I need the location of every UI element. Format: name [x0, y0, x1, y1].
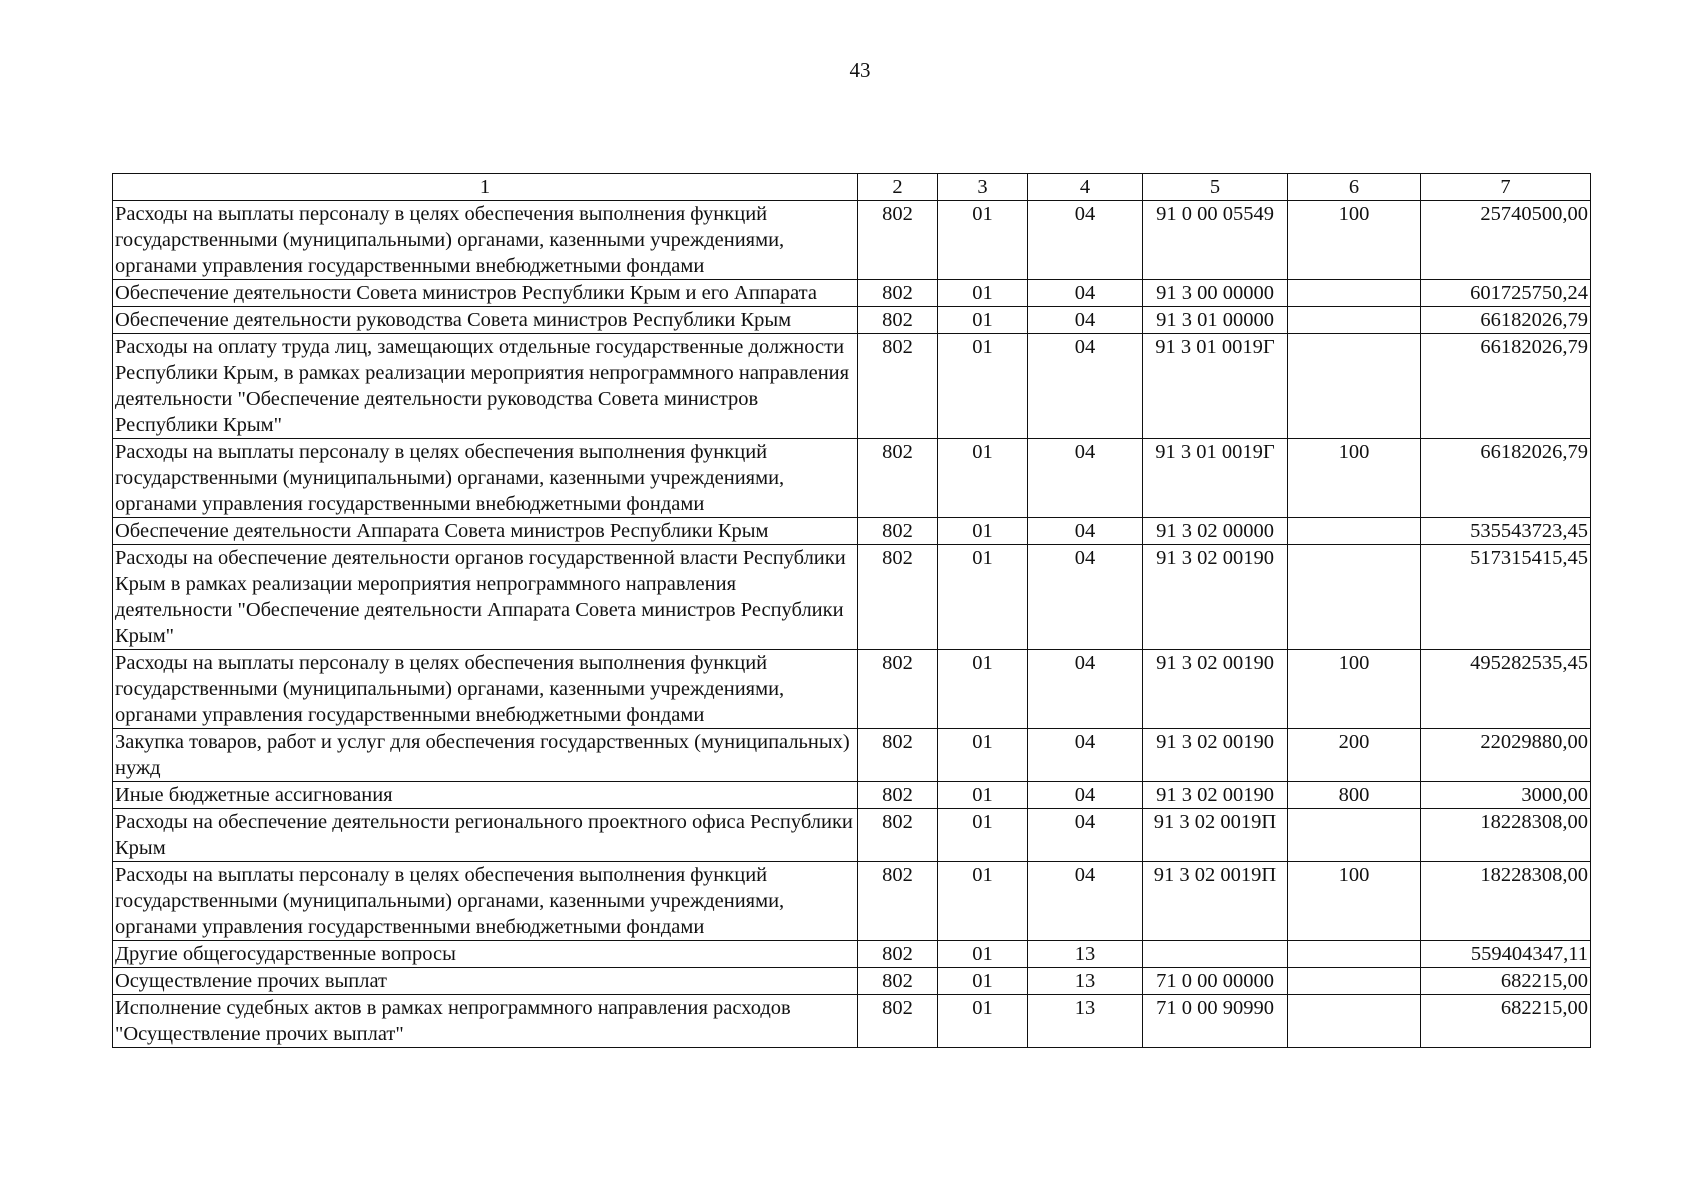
target-article-cell: 91 3 02 0019П: [1143, 809, 1288, 862]
expense-name-cell: Другие общегосударственные вопросы: [113, 941, 858, 968]
column-header: 4: [1028, 174, 1143, 201]
section-code-cell: 01: [938, 334, 1028, 439]
column-header: 2: [858, 174, 938, 201]
ministry-code-cell: 802: [858, 545, 938, 650]
table-row: [113, 650, 1591, 729]
table-body: [113, 201, 1591, 1048]
expense-type-cell: [1288, 518, 1421, 545]
ministry-code-cell: 802: [858, 518, 938, 545]
expense-name-cell: Расходы на выплаты персоналу в целях обеспечения выполнения функций государственными (муниципальными) органами, казенными учреждениями, органами управления государственными внебюджетными фондами: [113, 650, 858, 729]
table-row: [113, 518, 1591, 545]
section-code-cell: 01: [938, 968, 1028, 995]
subsection-code-cell: 04: [1028, 518, 1143, 545]
amount-cell: 25740500,00: [1421, 201, 1591, 280]
section-code-cell: 01: [938, 862, 1028, 941]
ministry-code-cell: 802: [858, 307, 938, 334]
expense-type-cell: [1288, 545, 1421, 650]
target-article-cell: 91 3 01 0019Г: [1143, 439, 1288, 518]
target-article-cell: 91 0 00 05549: [1143, 201, 1288, 280]
amount-cell: 495282535,45: [1421, 650, 1591, 729]
section-code-cell: 01: [938, 995, 1028, 1048]
section-code-cell: 01: [938, 307, 1028, 334]
amount-cell: 18228308,00: [1421, 809, 1591, 862]
header-row: [113, 174, 1591, 201]
expense-type-cell: 100: [1288, 439, 1421, 518]
page-number: 43: [849, 58, 871, 82]
section-code-cell: 01: [938, 729, 1028, 782]
amount-cell: 66182026,79: [1421, 307, 1591, 334]
target-article-cell: 71 0 00 00000: [1143, 968, 1288, 995]
ministry-code-cell: 802: [858, 650, 938, 729]
table-row: [113, 545, 1591, 650]
column-header: 5: [1143, 174, 1288, 201]
subsection-code-cell: 13: [1028, 995, 1143, 1048]
ministry-code-cell: 802: [858, 862, 938, 941]
subsection-code-cell: 04: [1028, 201, 1143, 280]
expense-type-cell: [1288, 809, 1421, 862]
expense-type-cell: [1288, 307, 1421, 334]
section-code-cell: 01: [938, 782, 1028, 809]
target-article-cell: 91 3 02 00190: [1143, 782, 1288, 809]
table-row: [113, 968, 1591, 995]
amount-cell: 559404347,11: [1421, 941, 1591, 968]
column-header: 3: [938, 174, 1028, 201]
expense-name-cell: Расходы на обеспечение деятельности регионального проектного офиса Республики Крым: [113, 809, 858, 862]
target-article-cell: 91 3 02 00190: [1143, 650, 1288, 729]
target-article-cell: 91 3 00 00000: [1143, 280, 1288, 307]
subsection-code-cell: 04: [1028, 439, 1143, 518]
table-row: [113, 729, 1591, 782]
ministry-code-cell: 802: [858, 809, 938, 862]
subsection-code-cell: 04: [1028, 307, 1143, 334]
amount-cell: 66182026,79: [1421, 334, 1591, 439]
amount-cell: 22029880,00: [1421, 729, 1591, 782]
expense-name-cell: Иные бюджетные ассигнования: [113, 782, 858, 809]
column-header: 1: [113, 174, 858, 201]
section-code-cell: 01: [938, 518, 1028, 545]
expense-type-cell: [1288, 941, 1421, 968]
section-code-cell: 01: [938, 201, 1028, 280]
target-article-cell: 91 3 01 00000: [1143, 307, 1288, 334]
expense-name-cell: Расходы на оплату труда лиц, замещающих отдельные государственные должности Республики Крым, в рамках реализации мероприятия непрограммного направления деятельности "Обеспечение деятельности руководства Совета министров Республики Крым": [113, 334, 858, 439]
subsection-code-cell: 04: [1028, 782, 1143, 809]
amount-cell: 601725750,24: [1421, 280, 1591, 307]
expense-name-cell: Расходы на выплаты персоналу в целях обеспечения выполнения функций государственными (муниципальными) органами, казенными учреждениями, органами управления государственными внебюджетными фондами: [113, 201, 858, 280]
subsection-code-cell: 04: [1028, 545, 1143, 650]
expense-name-cell: Расходы на обеспечение деятельности органов государственной власти Республики Крым в рамках реализации мероприятия непрограммного направления деятельности "Обеспечение деятельности Аппарата Совета министров Республики Крым": [113, 545, 858, 650]
expense-type-cell: 100: [1288, 201, 1421, 280]
target-article-cell: 91 3 02 00190: [1143, 729, 1288, 782]
ministry-code-cell: 802: [858, 782, 938, 809]
amount-cell: 682215,00: [1421, 968, 1591, 995]
expense-name-cell: Расходы на выплаты персоналу в целях обеспечения выполнения функций государственными (муниципальными) органами, казенными учреждениями, органами управления государственными внебюджетными фондами: [113, 862, 858, 941]
subsection-code-cell: 04: [1028, 334, 1143, 439]
expense-type-cell: 200: [1288, 729, 1421, 782]
table-row: [113, 809, 1591, 862]
section-code-cell: 01: [938, 941, 1028, 968]
amount-cell: 682215,00: [1421, 995, 1591, 1048]
target-article-cell: 71 0 00 90990: [1143, 995, 1288, 1048]
expense-name-cell: Исполнение судебных актов в рамках непрограммного направления расходов "Осуществление прочих выплат": [113, 995, 858, 1048]
expense-type-cell: 100: [1288, 862, 1421, 941]
amount-cell: 3000,00: [1421, 782, 1591, 809]
table-row: [113, 334, 1591, 439]
section-code-cell: 01: [938, 439, 1028, 518]
ministry-code-cell: 802: [858, 941, 938, 968]
subsection-code-cell: 13: [1028, 968, 1143, 995]
target-article-cell: 91 3 02 00000: [1143, 518, 1288, 545]
section-code-cell: 01: [938, 809, 1028, 862]
table-row: [113, 941, 1591, 968]
ministry-code-cell: 802: [858, 201, 938, 280]
expense-name-cell: Осуществление прочих выплат: [113, 968, 858, 995]
ministry-code-cell: 802: [858, 968, 938, 995]
subsection-code-cell: 04: [1028, 650, 1143, 729]
table-row: [113, 307, 1591, 334]
budget-table: [112, 173, 1591, 1048]
expense-type-cell: [1288, 995, 1421, 1048]
subsection-code-cell: 04: [1028, 280, 1143, 307]
target-article-cell: 91 3 02 0019П: [1143, 862, 1288, 941]
ministry-code-cell: 802: [858, 995, 938, 1048]
expense-name-cell: Расходы на выплаты персоналу в целях обеспечения выполнения функций государственными (муниципальными) органами, казенными учреждениями, органами управления государственными внебюджетными фондами: [113, 439, 858, 518]
amount-cell: 535543723,45: [1421, 518, 1591, 545]
expense-type-cell: [1288, 280, 1421, 307]
target-article-cell: [1143, 941, 1288, 968]
expense-name-cell: Обеспечение деятельности Совета министров Республики Крым и его Аппарата: [113, 280, 858, 307]
ministry-code-cell: 802: [858, 280, 938, 307]
section-code-cell: 01: [938, 280, 1028, 307]
target-article-cell: 91 3 02 00190: [1143, 545, 1288, 650]
column-header: 6: [1288, 174, 1421, 201]
expense-type-cell: 100: [1288, 650, 1421, 729]
ministry-code-cell: 802: [858, 439, 938, 518]
column-header: 7: [1421, 174, 1591, 201]
table-row: [113, 280, 1591, 307]
expense-type-cell: [1288, 334, 1421, 439]
ministry-code-cell: 802: [858, 334, 938, 439]
subsection-code-cell: 04: [1028, 862, 1143, 941]
expense-name-cell: Обеспечение деятельности руководства Совета министров Республики Крым: [113, 307, 858, 334]
amount-cell: 66182026,79: [1421, 439, 1591, 518]
expense-name-cell: Обеспечение деятельности Аппарата Совета министров Республики Крым: [113, 518, 858, 545]
subsection-code-cell: 04: [1028, 809, 1143, 862]
table-row: [113, 862, 1591, 941]
section-code-cell: 01: [938, 650, 1028, 729]
table-row: [113, 995, 1591, 1048]
table-row: [113, 782, 1591, 809]
amount-cell: 18228308,00: [1421, 862, 1591, 941]
subsection-code-cell: 13: [1028, 941, 1143, 968]
ministry-code-cell: 802: [858, 729, 938, 782]
target-article-cell: 91 3 01 0019Г: [1143, 334, 1288, 439]
section-code-cell: 01: [938, 545, 1028, 650]
table-row: [113, 201, 1591, 280]
table-row: [113, 439, 1591, 518]
subsection-code-cell: 04: [1028, 729, 1143, 782]
amount-cell: 517315415,45: [1421, 545, 1591, 650]
expense-name-cell: Закупка товаров, работ и услуг для обеспечения государственных (муниципальных) нужд: [113, 729, 858, 782]
expense-type-cell: 800: [1288, 782, 1421, 809]
expense-type-cell: [1288, 968, 1421, 995]
